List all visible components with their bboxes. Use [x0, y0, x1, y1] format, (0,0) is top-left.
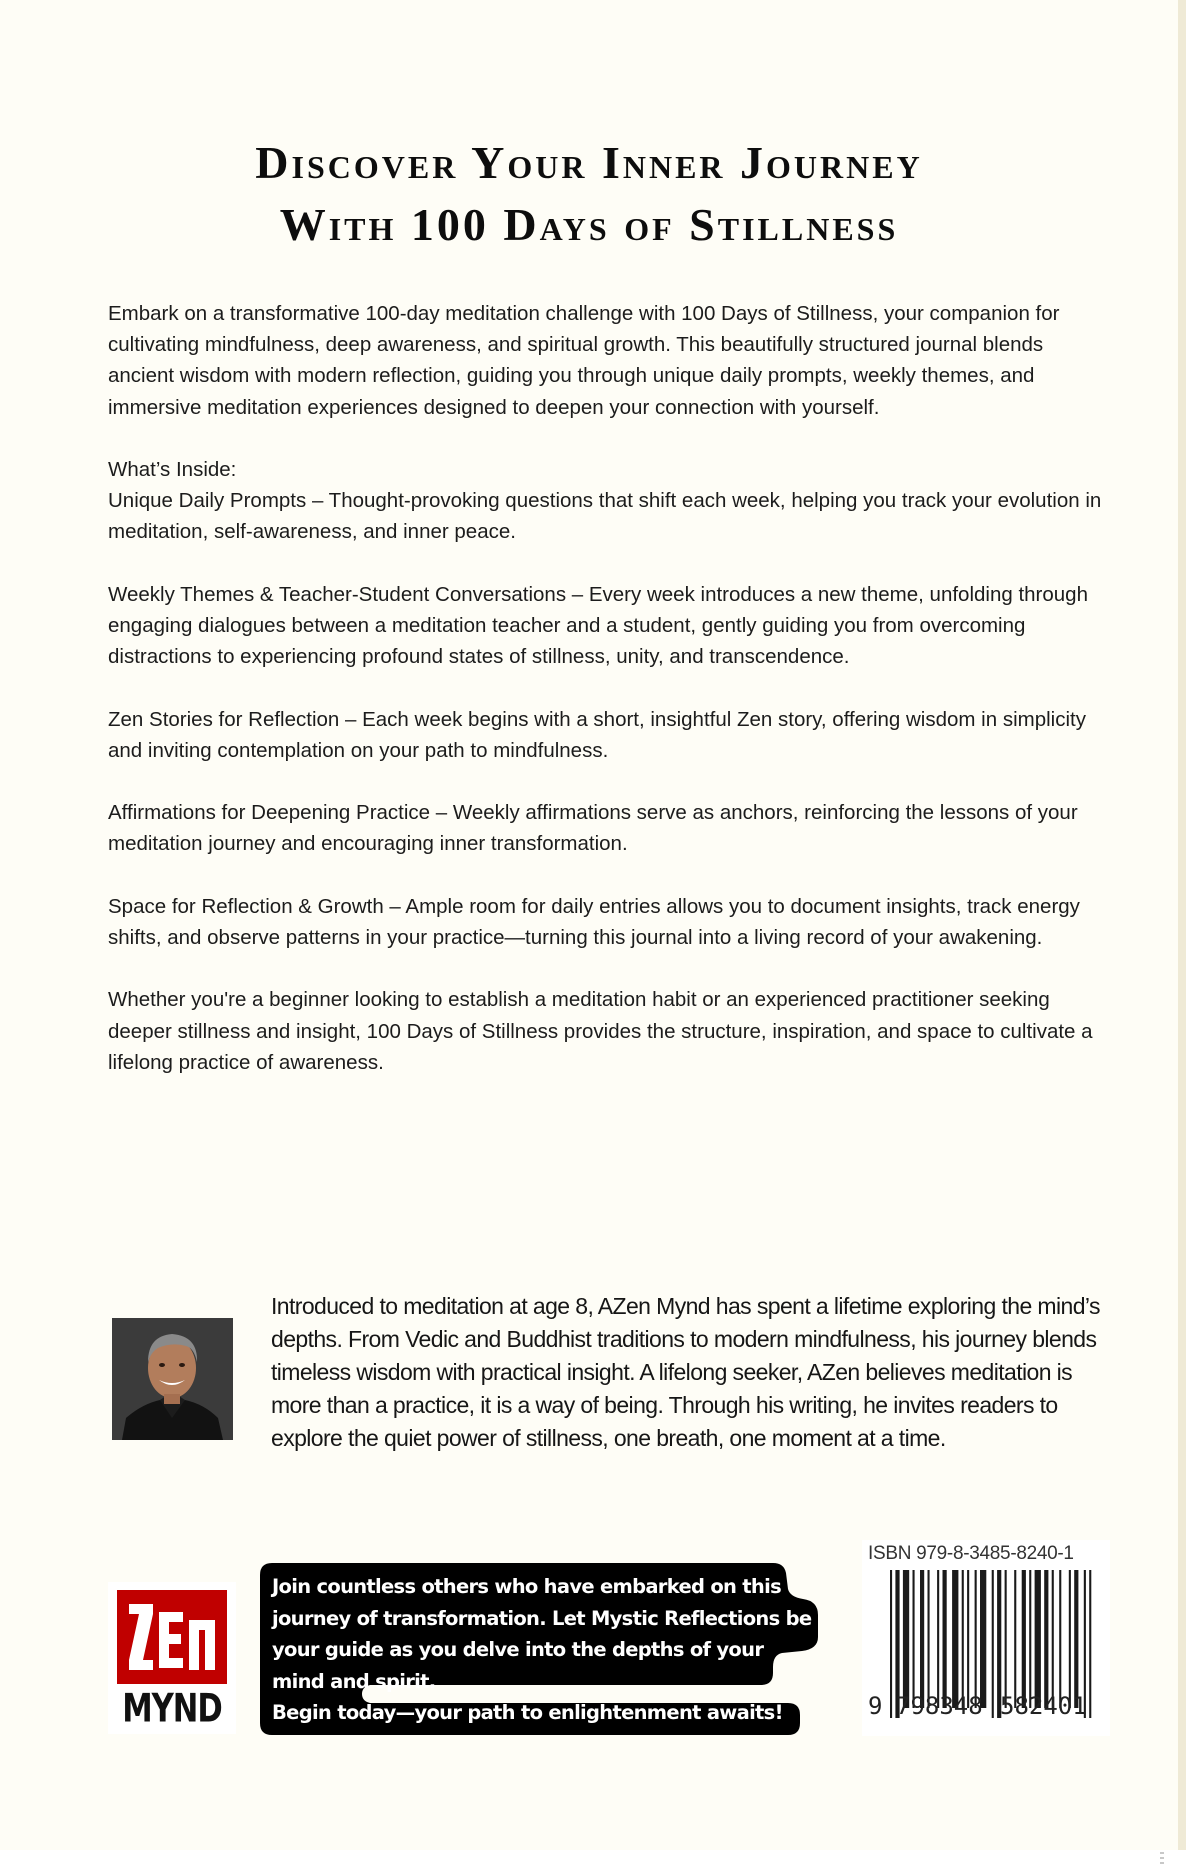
callout-line-5: Begin today—your path to enlightenment awaits! [272, 1701, 783, 1724]
barcode-bar [1035, 1570, 1041, 1708]
feature-zen-stories: Zen Stories for Reflection – Each week begins with a short, insightful Zen story, offering wisdom in simplicity and inviting contemplation on your path to mindfulness. [108, 707, 1086, 762]
barcode-bar [1029, 1570, 1031, 1708]
page-edge-strip [1178, 0, 1186, 1850]
book-description [108, 298, 1108, 1109]
barcode-bar [980, 1570, 986, 1708]
barcode-bar [920, 1570, 924, 1708]
publisher-logo [108, 1582, 236, 1734]
barcode-digits-right: 582401 [1000, 1692, 1087, 1720]
callout-line-3: your guide as you delve into the depths of your [272, 1638, 764, 1661]
barcode-digit-lead: 9 [868, 1692, 883, 1720]
barcode-bar [1014, 1570, 1016, 1708]
callout-line-2: journey of transformation. Let Mystic Reflections be [272, 1606, 812, 1630]
barcode-bar [890, 1570, 892, 1718]
author-portrait-icon [112, 1318, 233, 1440]
feature-weekly-themes: Weekly Themes & Teacher-Student Conversations – Every week introduces a new theme, unfolding through engaging dialogues between a meditation teacher and a student, gently guiding you from overcoming distractions to experiencing profound states of stillness, unity, and transcendence. [108, 582, 1088, 669]
closing-paragraph: Whether you're a beginner looking to establish a meditation habit or an experienced practitioner seeking deeper stillness and insight, 100 Days of Stillness provides the structure, inspiration, and space to cultivate a lifelong practice of awareness. [108, 988, 1093, 1074]
barcode-bar [952, 1570, 958, 1708]
author-photo [112, 1318, 233, 1440]
feature-daily-prompts: Unique Daily Prompts – Thought-provoking questions that shift each week, helping you track your evolution in meditation, self-awareness, and inner peace. [108, 489, 1102, 544]
barcode-bar [962, 1570, 964, 1708]
isbn-label: ISBN 979-8-3485-8240-1 [868, 1543, 1074, 1564]
barcode-bar [1089, 1570, 1091, 1718]
barcode-bar [937, 1570, 939, 1708]
barcode-bar [928, 1570, 930, 1708]
author-bio: Introduced to meditation at age 8, AZen Mynd has spent a lifetime exploring the mind’s depths. From Vedic and Buddhist traditions to modern mindfulness, his journey blends timeless wisdom with practical insight. A lifelong seeker, AZen believes meditation is more than a practice, it is a way of being. Through his writing, he invites readers to explore the quiet power of stillness, one breath, one moment at a time. [271, 1293, 1100, 1451]
title-line-1: Discover Your Inner Journey [255, 137, 923, 188]
logo-wordmark: MYND [122, 1686, 222, 1732]
scroll-indicator-dots [1160, 1852, 1164, 1867]
cover-title [0, 132, 1178, 256]
callout-bubble [258, 1563, 833, 1735]
isbn-barcode [862, 1540, 1110, 1736]
whats-inside-heading: What’s Inside: [108, 458, 237, 481]
barcode-bar [1074, 1570, 1078, 1708]
barcode-digits-left: 798348 [896, 1692, 983, 1720]
barcode-bar [967, 1570, 969, 1708]
barcode-bar [943, 1570, 947, 1708]
barcode-bar [913, 1570, 915, 1708]
callout-line-4: mind and spirit. [272, 1669, 436, 1693]
barcode-bar [1044, 1570, 1048, 1708]
barcode-bar [975, 1570, 977, 1708]
barcode-bar [1005, 1570, 1007, 1708]
barcode-bar [903, 1570, 909, 1708]
feature-affirmations: Affirmations for Deepening Practice – Weekly affirmations serve as anchors, reinforcing the lessons of your meditation journey and encouraging inner transformation. [108, 801, 1078, 856]
zen-logo-mark-icon [117, 1590, 227, 1684]
callout-line-1: Join countless others who have embarked on this [272, 1575, 782, 1598]
barcode-bar [1052, 1570, 1054, 1708]
intro-paragraph: Embark on a transformative 100-day meditation challenge with 100 Days of Stillness, your companion for cultivating mindfulness, deep awareness, and spiritual growth. This beautifully structured journal blends ancient wisdom with modern reflection, guiding you through unique daily prompts, weekly themes, and immersive meditation experiences designed to deepen your connection with yourself. [108, 302, 1060, 419]
feature-reflection-space: Space for Reflection & Growth – Ample room for daily entries allows you to document insights, track energy shifts, and observe patterns in your practice—turning this journal into a living record of your awakening. [108, 894, 1080, 949]
barcode-bar [992, 1570, 994, 1718]
barcode-bar [1022, 1570, 1026, 1708]
title-line-2: With 100 Days of Stillness [279, 199, 899, 250]
barcode-bar [1059, 1570, 1061, 1708]
barcode-bar [1069, 1570, 1071, 1708]
